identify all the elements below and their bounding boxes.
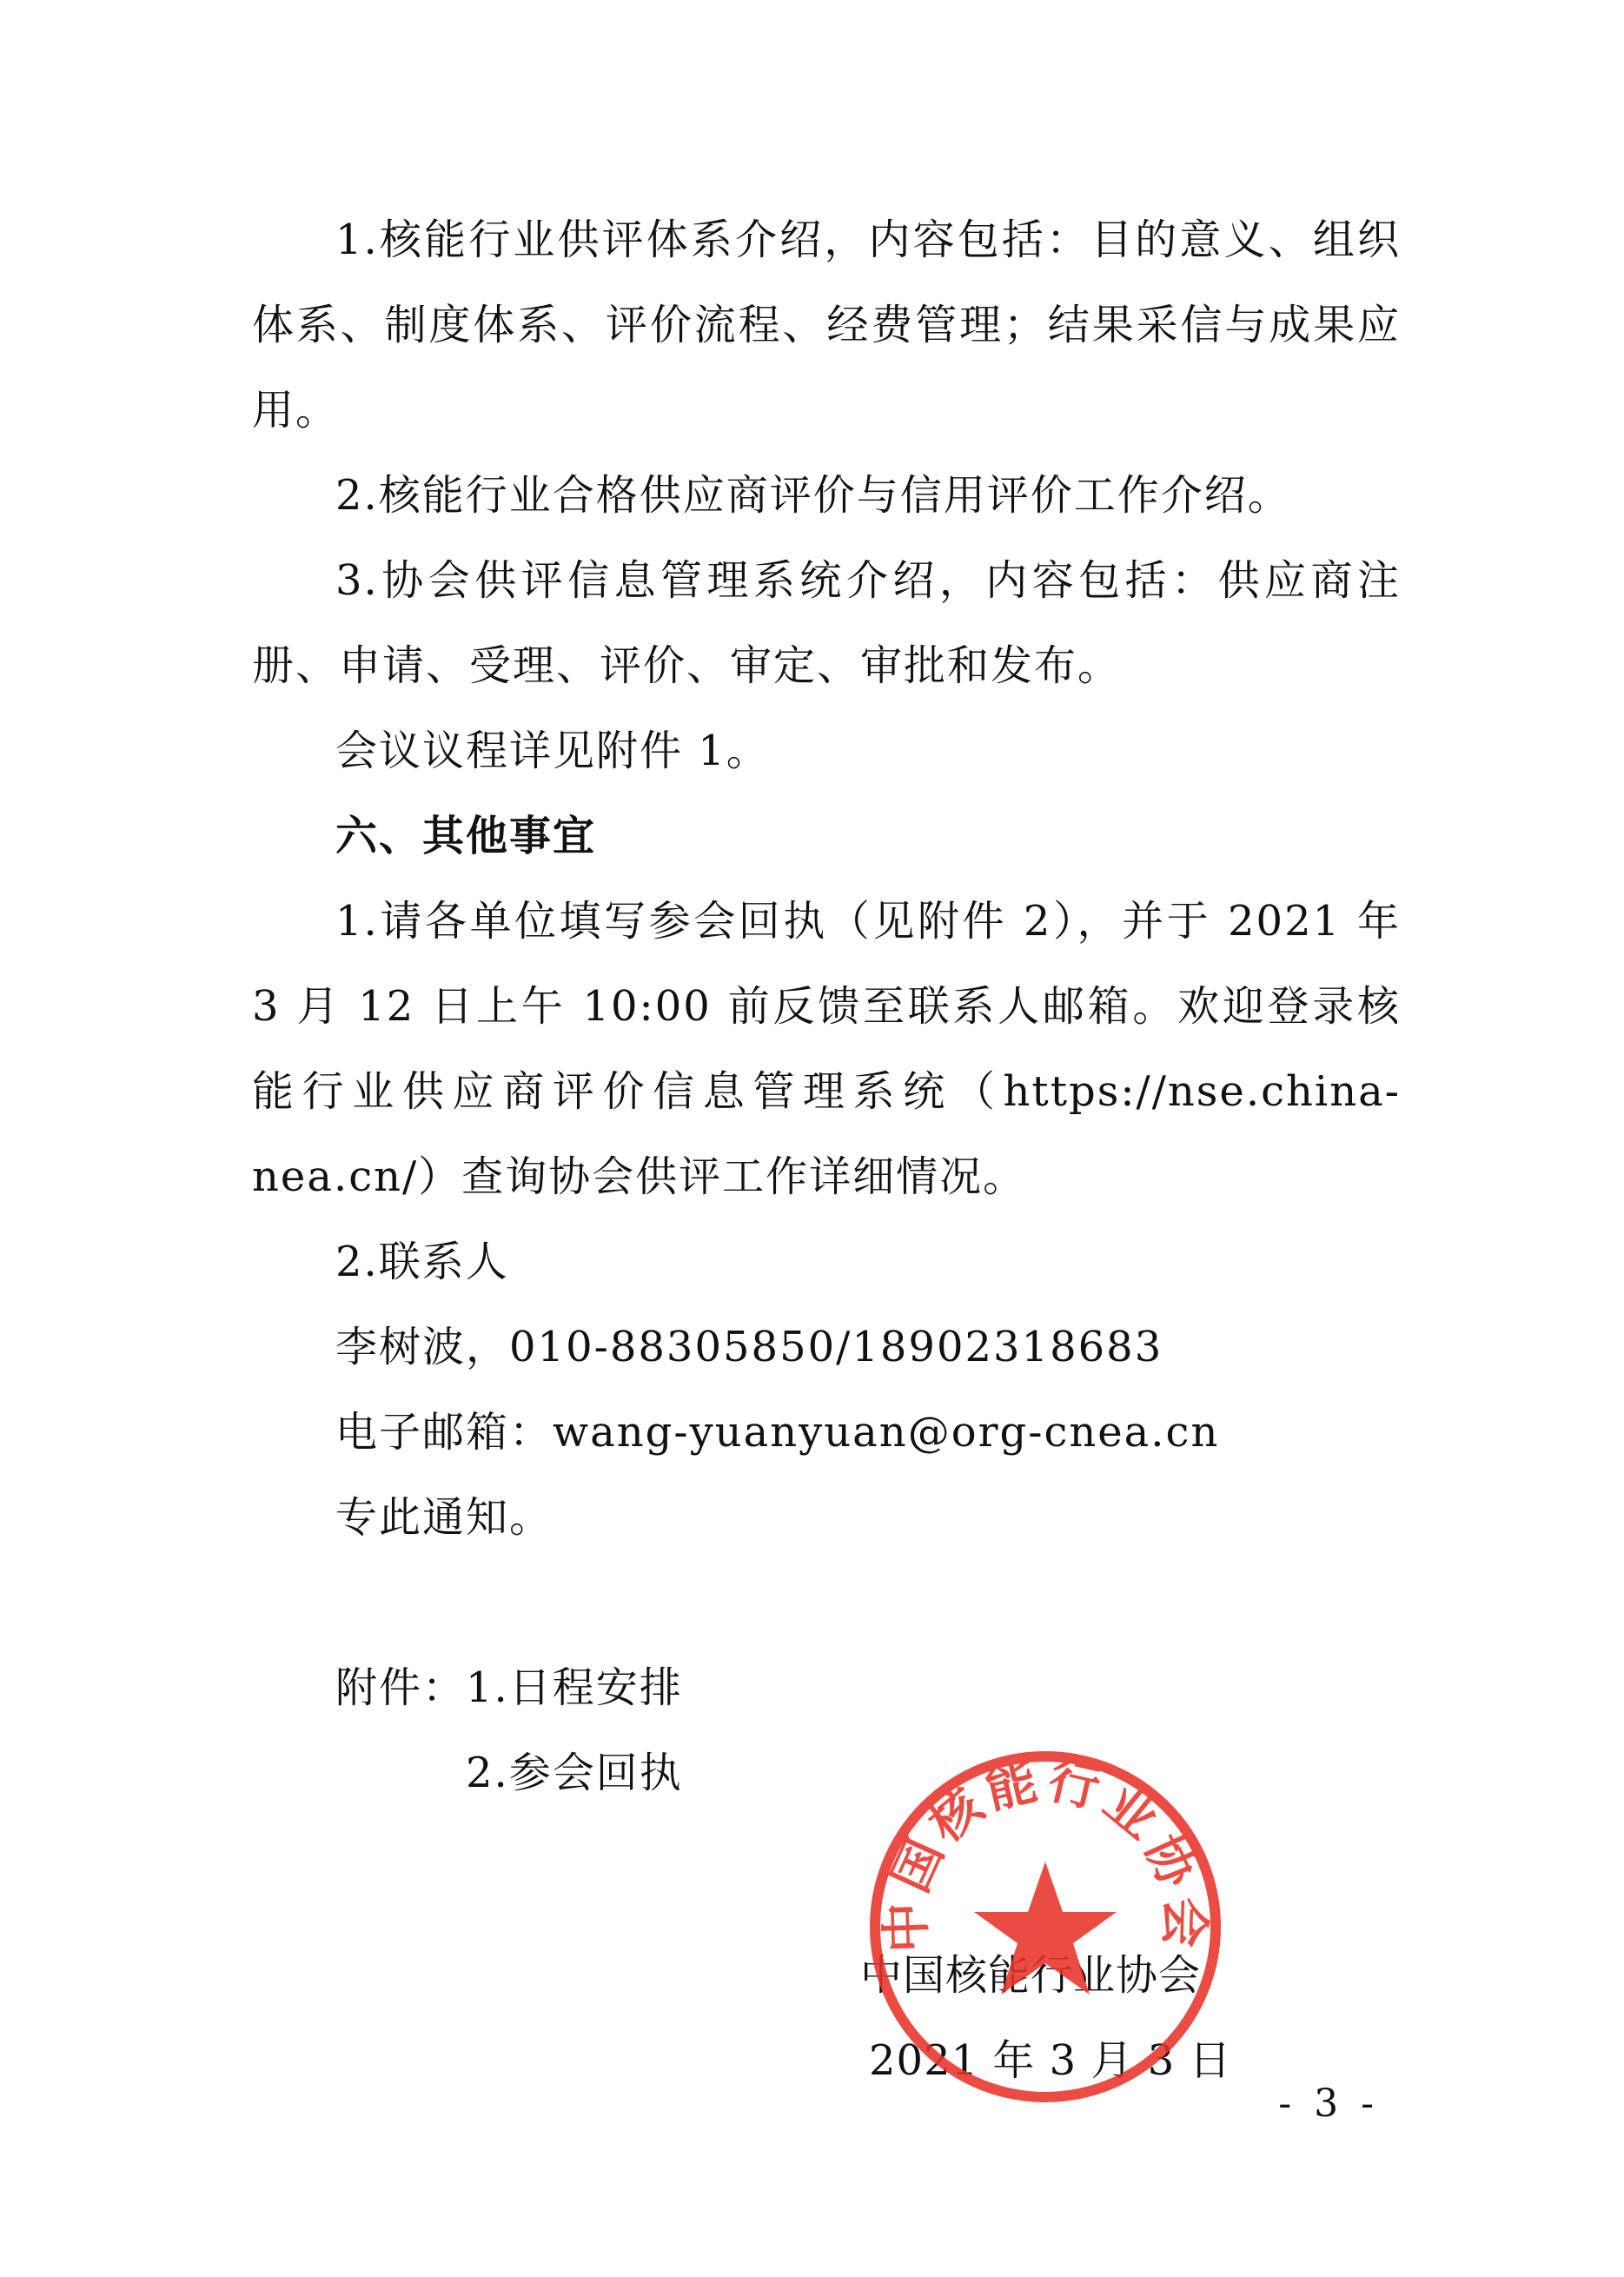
paragraph-topic-3: 3.协会供评信息管理系统介绍，内容包括：供应商注册、申请、受理、评价、审定、审批和发布。 bbox=[252, 556, 1401, 690]
attachment-item-reply-form: 2.参会回执 bbox=[466, 1749, 683, 1797]
paragraph-topic-2: 2.核能行业合格供应商评价与信用评价工作介绍。 bbox=[335, 471, 1291, 520]
section-heading-other-matters: 六、其他事宜 bbox=[335, 812, 597, 860]
paragraph-contact-email: 电子邮箱：wang-yuanyuan@org-cnea.cn bbox=[335, 1408, 1220, 1457]
paragraph-contact-label: 2.联系人 bbox=[335, 1238, 509, 1286]
signature-organization: 中国核能行业协会 bbox=[860, 1951, 1202, 2000]
paragraph-contact-person: 李树波，010-88305850/18902318683 bbox=[335, 1323, 1163, 1371]
page-number: - 3 - bbox=[1278, 2081, 1379, 2126]
paragraph-agenda-note: 会议议程详见附件 1。 bbox=[335, 727, 770, 775]
paragraph-reply-instructions: 1.请各单位填写参会回执（见附件 2），并于 2021 年 3 月 12 日上午 10:00 前反馈至联系人邮箱。欢迎登录核能行业供应商评价信息管理系统（https://nse.china-nea.cn/）查询协会供评工作详细情况。 bbox=[252, 897, 1401, 1201]
paragraph-closing: 专此通知。 bbox=[335, 1493, 553, 1542]
attachment-item-schedule: 1.日程安排 bbox=[466, 1663, 683, 1712]
paragraph-topic-1: 1.核能行业供评体系介绍，内容包括：目的意义、组织体系、制度体系、评价流程、经费管理；结果采信与成果应用。 bbox=[252, 216, 1401, 435]
signature-date: 2021 年 3 月 3 日 bbox=[869, 2036, 1232, 2085]
attachments-label: 附件： bbox=[335, 1663, 467, 1712]
official-seal-stamp bbox=[867, 1749, 1223, 2105]
seal-star-icon bbox=[974, 1862, 1117, 1995]
seal-text: 中国核能行业协会 bbox=[876, 1749, 1215, 1954]
